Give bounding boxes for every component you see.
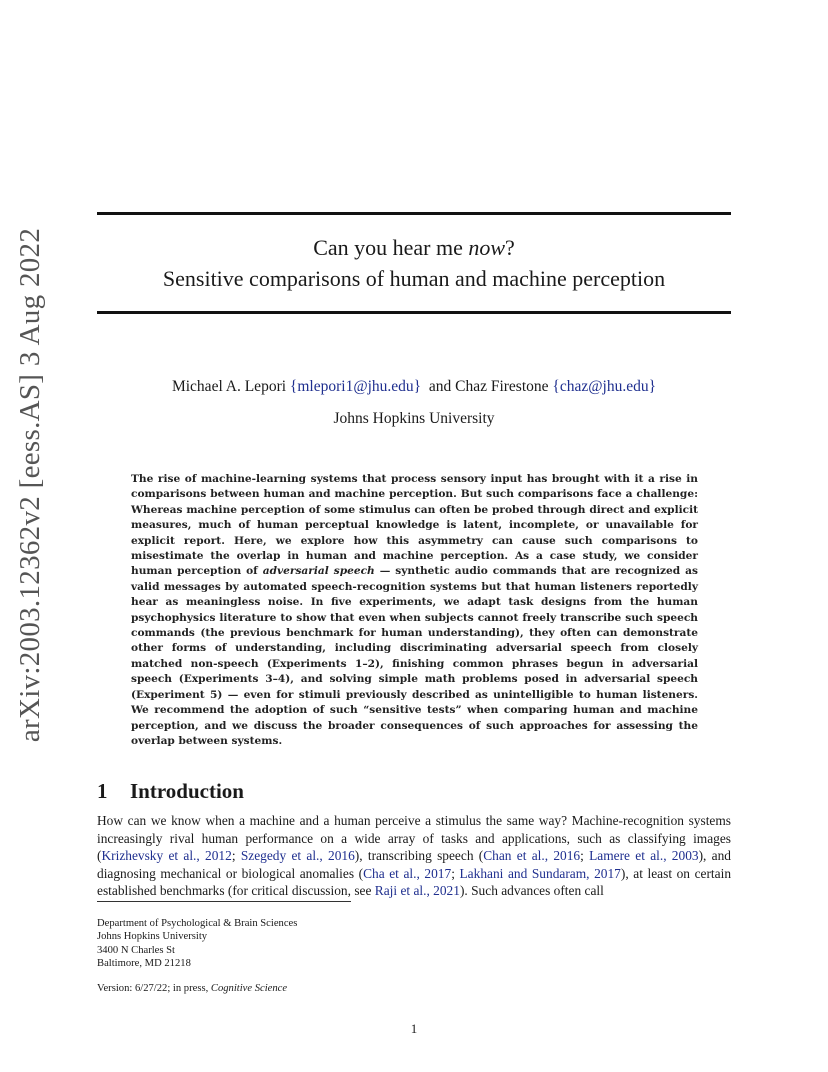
section-heading	[97, 778, 244, 804]
footnote-line: Baltimore, MD 21218	[97, 957, 191, 969]
intro-text: ;	[451, 865, 460, 881]
page-number: 1	[410, 1021, 418, 1036]
intro-paragraph	[97, 812, 731, 900]
intro-text: ), transcribing speech (	[354, 848, 484, 864]
abstract-text-continued: — synthetic audio commands that are recognized as valid messages by automated speech-recognition systems but that human listeners reportedly hear as meaningless noise. In five experiments, we adapt task designs from the human psychophysics literature to show that even when subjects cannot freely transcribe such speech commands (the previous benchmark for human understanding), they often can demonstrate other forms of understanding, including discriminating adversarial speech from closely matched non-speech (Experiments 1–2), finishing common phrases begun in adversarial speech (Experiments 3–4), and solving simple math problems posed in adversarial speech (Experiment 5) — even for stimuli previously described as unintelligible to human listeners. We recommend the adoption of such “sensitive tests” when comparing human and machine perception, and we discuss the broader consequences of such approaches for assessing the overlap between systems.	[131, 565, 698, 747]
intro-text: How can we know when a machine and a human perceive a stimulus the same way? Machine-recognition systems increasingly rival human performance on a wide array of tasks and applications, such as classifying images (	[97, 813, 731, 864]
affiliation: Johns Hopkins University	[333, 410, 495, 427]
intro-text: ;	[580, 848, 590, 864]
footnote-line: 3400 N Charles St	[97, 944, 175, 956]
intro-text: ;	[231, 848, 241, 864]
citation-link[interactable]: Cha et al., 2017	[363, 865, 452, 881]
title-rule-bottom	[97, 311, 731, 314]
author-line	[97, 377, 731, 397]
abstract	[131, 472, 698, 749]
arxiv-identifier-stamp: arXiv:2003.12362v2 [eess.AS] 3 Aug 2022	[14, 227, 46, 743]
intro-text: ), and diagnosing mechanical or biological anomalies (	[97, 848, 731, 881]
footnote-line: Department of Psychological & Brain Sciences	[97, 918, 298, 929]
author-1-email-link[interactable]: {mlepori1@jhu.edu}	[289, 378, 422, 395]
author-2-name: and Chaz Firestone	[421, 378, 553, 395]
citation-link[interactable]: Szegedy et al., 2016	[240, 848, 355, 864]
journal-name: Cognitive Science	[210, 983, 288, 994]
author-1-name: Michael A. Lepori	[171, 378, 290, 395]
title-rule-top	[97, 212, 731, 215]
section-title: Introduction	[130, 779, 244, 803]
title-emphasis: now	[468, 235, 506, 260]
title-text: Can you hear me	[313, 235, 469, 260]
paper-title-line1	[97, 233, 731, 263]
version-note	[97, 982, 287, 996]
footnote-rule	[97, 901, 351, 902]
citation-link[interactable]: Krizhevsky et al., 2012	[101, 848, 232, 864]
intro-text: ). Such advances often call	[459, 883, 604, 899]
intro-text: ), at least on certain established benchmarks (for critical discussion, see	[97, 865, 732, 899]
citation-link[interactable]: Lamere et al., 2003	[589, 848, 699, 864]
footnote-line: Johns Hopkins University	[97, 931, 208, 943]
abstract-text: The rise of machine-learning systems that process sensory input has brought with it a rise in comparisons between human and machine perception. But such comparisons face a challenge: Whereas machine perception of some stimulus can often be probed through direct and explicit measures, much of human perceptual knowledge is latent, incomplete, or unavailable for explicit report. Here, we explore how this asymmetry can cause such comparisons to misestimate the overlap in human and machine perception. As a case study, we consider human perception of	[131, 473, 698, 578]
paper-title-line2: Sensitive comparisons of human and machine perception	[162, 266, 666, 291]
citation-link[interactable]: Lakhani and Sundaram, 2017	[459, 865, 621, 881]
citation-link[interactable]: Chan et al., 2016	[483, 848, 581, 864]
citation-link[interactable]: Raji et al., 2021	[374, 883, 460, 899]
title-question-mark: ?	[505, 235, 515, 260]
abstract-emphasis: adversarial speech	[262, 565, 375, 578]
section-number: 1	[97, 779, 108, 803]
version-text: Version: 6/27/22; in press,	[97, 983, 211, 994]
footnote-address	[97, 917, 297, 970]
author-2-email-link[interactable]: {chaz@jhu.edu}	[552, 378, 657, 395]
